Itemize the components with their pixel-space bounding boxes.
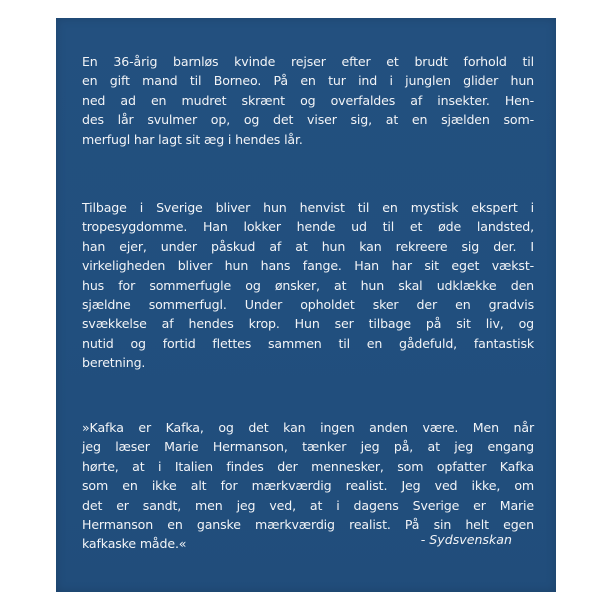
text-line: Tilbage i Sverige bliver hun henvist til en mystisk ekspert i: [82, 200, 534, 215]
synopsis-paragraph-2: [82, 198, 534, 373]
synopsis-paragraph-1: [82, 52, 534, 149]
text-line: det er sandt, men jeg ved, at i dagens Sverige er Marie: [82, 497, 534, 513]
text-line: hørte, at i Italien findes der mennesker, som opfatter Kafka: [82, 458, 534, 474]
text-line: tropesygdomme. Han lokker hende ud til et øde landsted,: [82, 219, 534, 235]
text-line: han ejer, under påskud af at hun kan rekreere sig der. I: [82, 238, 534, 254]
text-line: som en ikke alt for mærkværdig realist. Jeg ved ikke, om: [82, 478, 534, 494]
text-line: en gift mand til Borneo. På en tur ind i junglen glider hun: [82, 73, 534, 89]
book-back-cover: [56, 18, 556, 592]
text-line: nutid og fortid flettes sammen til en gådefuld, fantastisk: [82, 335, 534, 351]
text-line: des lår svulmer op, og det viser sig, at en sjælden som-: [82, 112, 534, 128]
quote-attribution: - Sydsvenskan: [420, 532, 512, 547]
text-line: kafkaske måde.«: [82, 536, 187, 552]
text-line: hus for sommerfugle og ønsker, at hun skal udklække den: [82, 277, 534, 293]
text-line: beretning.: [82, 355, 146, 371]
text-line: ned ad en mudret skrænt og overfaldes af insekter. Hen-: [82, 92, 534, 108]
text-line: Hermanson en ganske mærkværdig realist. På sin helt egen: [82, 517, 534, 533]
text-line: sjældne sommerfugl. Under opholdet sker der en gradvis: [82, 297, 534, 313]
text-line: »Kafka er Kafka, og det kan ingen anden være. Men når: [82, 420, 534, 435]
text-line: svækkelse af hendes krop. Hun ser tilbage på sit liv, og: [82, 316, 534, 332]
text-line: merfugl har lagt sit æg i hendes lår.: [82, 131, 303, 147]
text-line: jeg læser Marie Hermanson, tænker jeg på, at jeg engang: [82, 439, 534, 455]
text-line: En 36-årig barnløs kvinde rejser efter et brudt forhold til: [82, 54, 534, 69]
text-line: virkeligheden bliver hun hans fange. Han har sit eget vækst-: [82, 258, 534, 274]
